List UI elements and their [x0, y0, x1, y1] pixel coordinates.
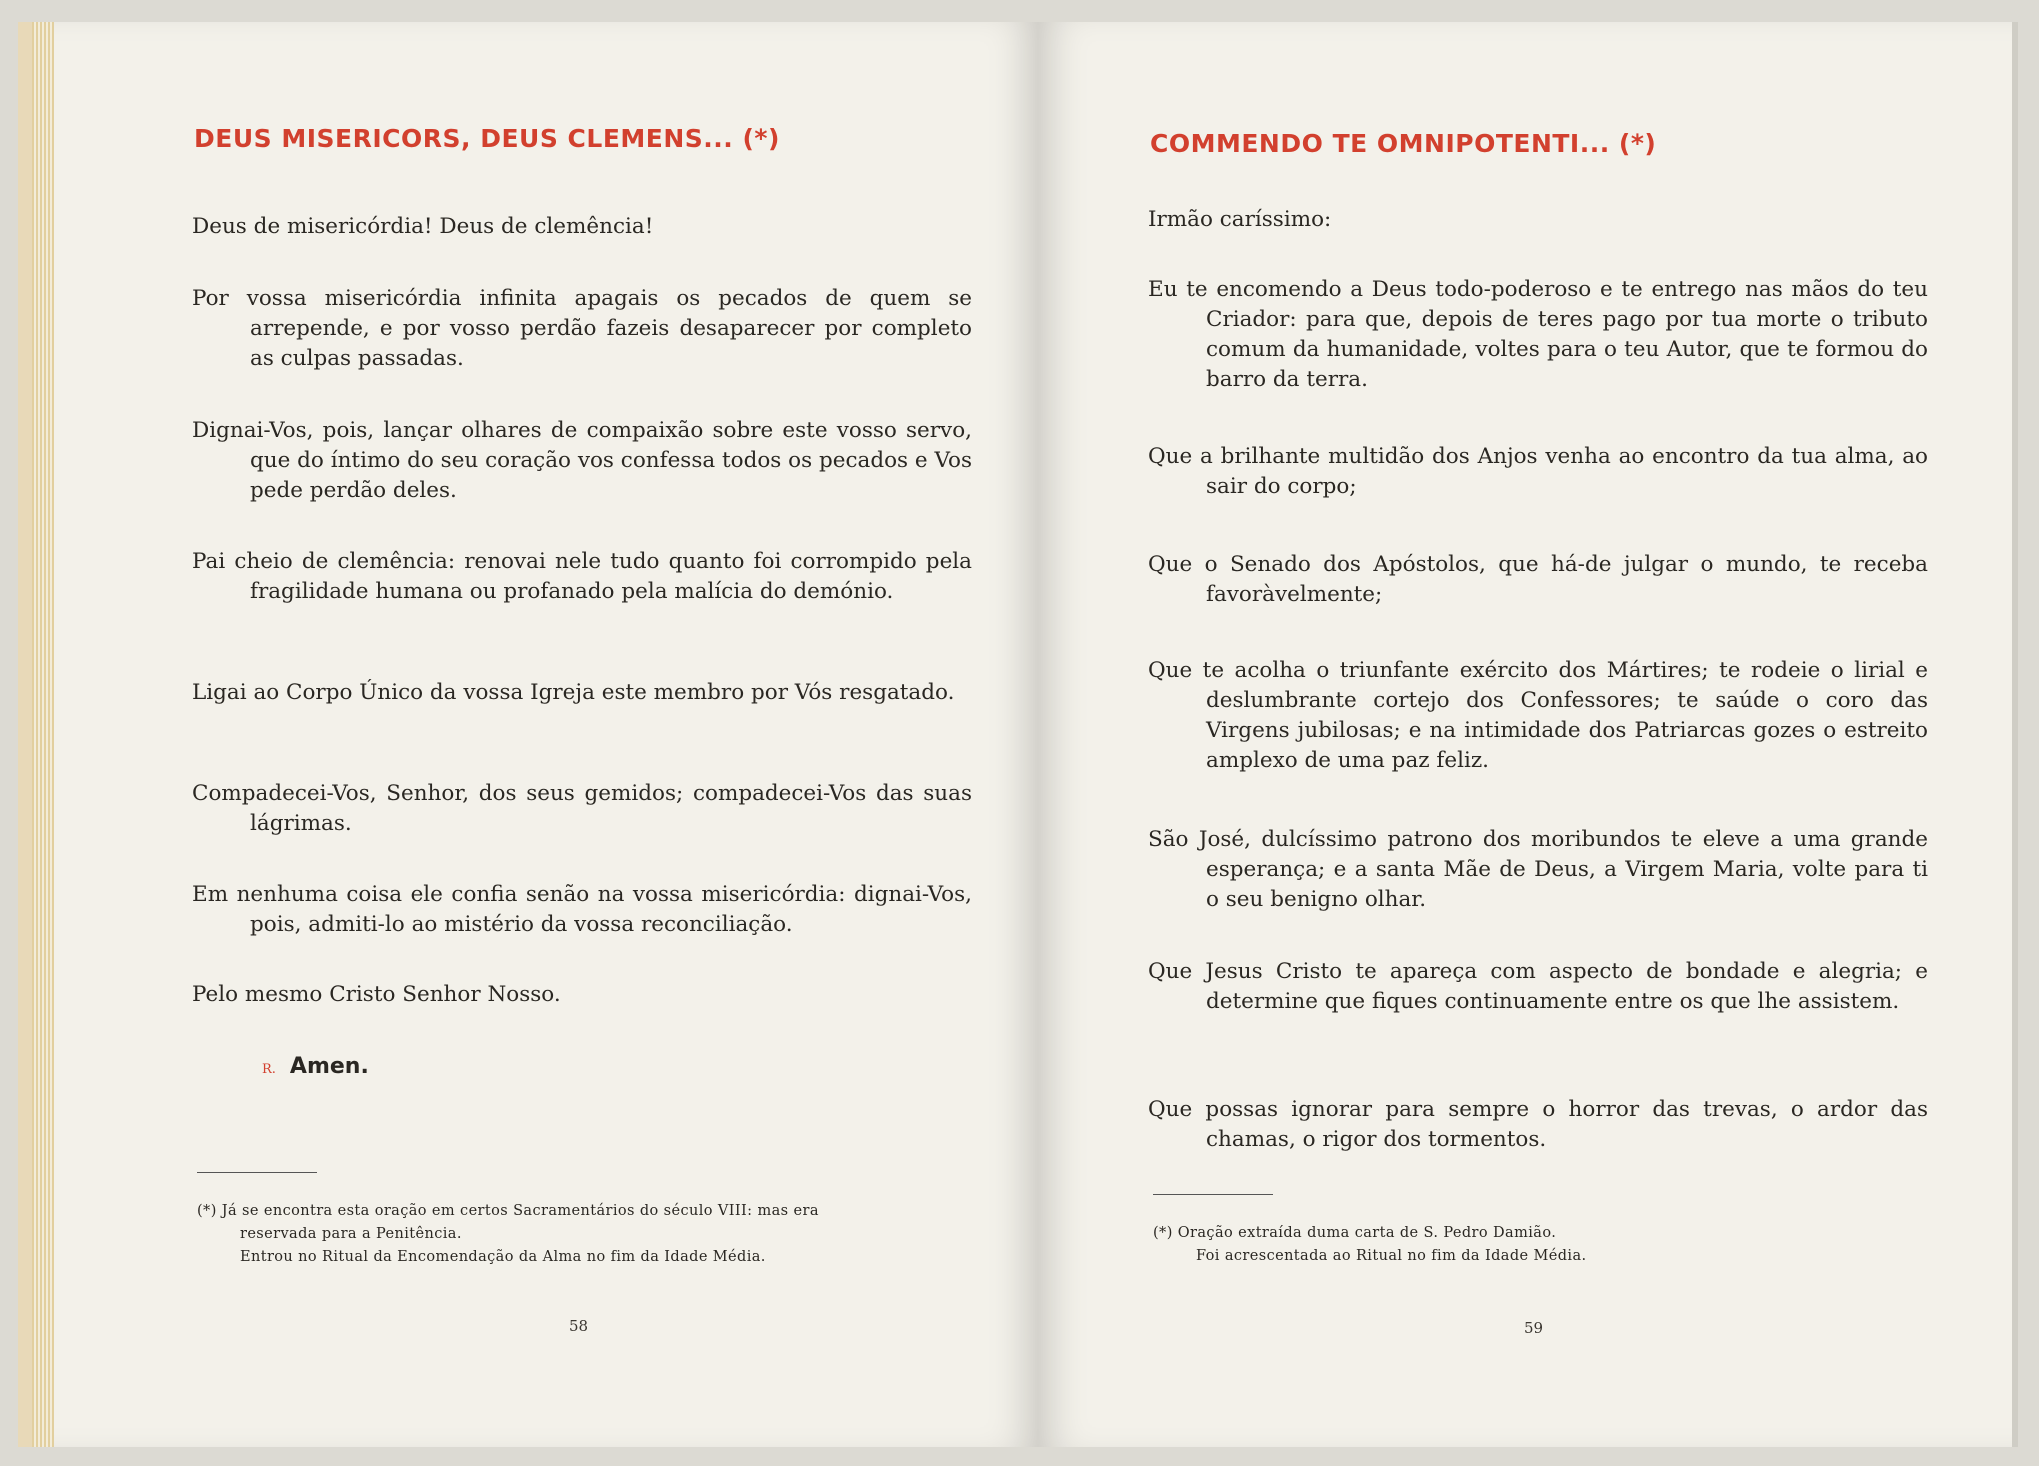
right-paragraph-8: Que possas ignorar para sempre o horror das trevas, o ardor das chamas, o rigor dos tormentos. — [1148, 1097, 1928, 1152]
left-paragraph-2: Por vossa misericórdia infinita apagais os pecados de quem se arrepende, e por vosso perdão fazeis desaparecer por completo as culpas passadas. — [192, 286, 972, 371]
right-footnote: (*) Oração extraída duma carta de S. Pedro Damião. Foi acrescentada ao Ritual no fim da Idade Média. — [1153, 1225, 1587, 1264]
left-paragraph-1: Deus de misericórdia! Deus de clemência! — [192, 214, 654, 239]
open-book — [18, 22, 2018, 1447]
right-paragraph-4: Que o Senado dos Apóstolos, que há-de julgar o mundo, te receba favoràvelmente; — [1148, 552, 1928, 607]
right-paragraph-2: Eu te encomendo a Deus todo-poderoso e te entrego nas mãos do teu Criador: para que, depois de teres pago por tua morte o tributo comum da humanidade, voltes para o teu Autor, que te formou do barro da terra. — [1148, 277, 1928, 392]
amen-text: Amen. — [289, 1054, 369, 1079]
right-paragraph-1: Irmão caríssimo: — [1148, 207, 1332, 232]
left-paragraph-7: Em nenhuma coisa ele confia senão na vossa misericórdia: dignai-Vos, pois, admiti-lo ao mistério da vossa reconciliação. — [192, 882, 972, 937]
right-paragraph-7: Que Jesus Cristo te apareça com aspecto de bondade e alegria; e determine que fiques continuamente entre os que lhe assistem. — [1148, 959, 1928, 1014]
response-symbol: R. — [262, 1062, 276, 1077]
footnote-divider — [1153, 1194, 1273, 1195]
left-page — [18, 22, 1038, 1447]
right-paragraph-6: São José, dulcíssimo patrono dos moribundos te eleve a uma grande esperança; e a santa Mãe de Deus, a Virgem Maria, volte para ti o seu benigno olhar. — [1148, 827, 1928, 912]
left-paragraph-5: Ligai ao Corpo Único da vossa Igreja este membro por Vós resgatado. — [192, 680, 955, 705]
left-paragraph-6: Compadecei-Vos, Senhor, dos seus gemidos; compadecei-Vos das suas lágrimas. — [192, 781, 972, 836]
right-paragraph-5: Que te acolha o triunfante exército dos Mártires; te rodeie o lirial e deslumbrante cortejo dos Confessores; te saúde o coro das Virgens jubilosas; e na intimidade dos Patriarcas gozes o estreito amplexo de uma paz feliz. — [1148, 658, 1928, 773]
left-footnote: (*) Já se encontra esta oração em certos Sacramentários do século VIII: mas era reservada para a Penitência. Entrou no Ritual da Encomendação da Alma no fim da Idade Média. — [197, 1203, 819, 1265]
left-paragraph-3: Dignai-Vos, pois, lançar olhares de compaixão sobre este vosso servo, que do íntimo do seu coração vos confessa todos os pecados e Vos pede perdão deles. — [192, 418, 972, 503]
right-page-heading: COMMENDO TE OMNIPOTENTI... (*) — [1150, 129, 1657, 158]
left-paragraph-8: Pelo mesmo Cristo Senhor Nosso. — [192, 982, 561, 1007]
left-paragraph-4: Pai cheio de clemência: renovai nele tudo quanto foi corrompido pela fragilidade humana ou profanado pela malícia do demónio. — [192, 549, 972, 604]
right-page — [1038, 22, 2018, 1447]
right-paragraph-3: Que a brilhante multidão dos Anjos venha ao encontro da tua alma, ao sair do corpo; — [1148, 444, 1928, 499]
page-edges — [32, 22, 54, 1447]
page-number-left: 58 — [569, 1317, 589, 1335]
left-page-heading: DEUS MISERICORS, DEUS CLEMENS... (*) — [194, 124, 780, 153]
page-number-right: 59 — [1524, 1319, 1544, 1337]
footnote-divider — [197, 1172, 317, 1173]
response-amen — [262, 1054, 369, 1079]
